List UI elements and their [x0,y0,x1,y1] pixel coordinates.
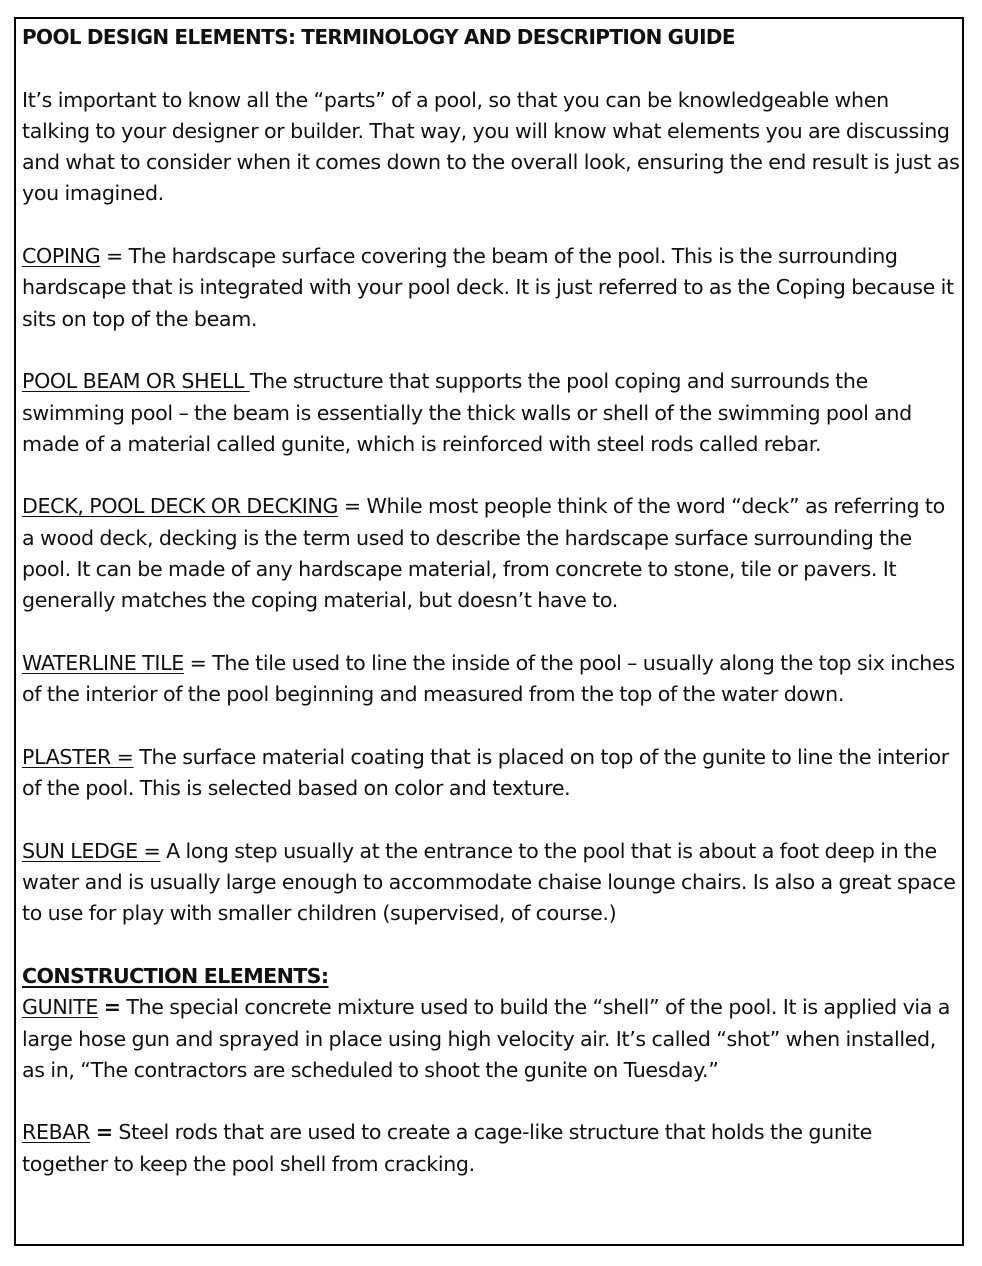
term-plaster [22,742,962,805]
term-label: GUNITE [22,995,99,1020]
term-separator: = [183,650,213,675]
spacer [22,210,962,241]
term-definition: The tile used to line the inside of the pool – usually along the top six inches of the interior of the pool beginning and measured from the top of the water down. [22,650,955,707]
page-title: POOL DESIGN ELEMENTS: TERMINOLOGY AND DESCRIPTION GUIDE [22,25,735,49]
term-sun-ledge [22,836,962,930]
term-gunite [22,992,962,1086]
term-waterline-tile [22,648,962,711]
spacer [22,460,962,491]
term-pool-beam [22,366,962,460]
term-definition: A long step usually at the entrance to the pool that is about a foot deep in the water and is usually large enough to accommodate chaise lounge chairs. Is also a great space to use for play with smaller children (supervised, of course.) [22,838,956,926]
term-label: POOL BEAM OR SHELL [22,369,250,394]
spacer [22,930,962,961]
term-deck [22,491,962,616]
term-definition: Steel rods that are used to create a cage-like structure that holds the gunite together to keep the pool shell from cracking. [22,1120,872,1176]
term-label: DECK, POOL DECK OR DECKING [22,494,339,519]
term-label: SUN LEDGE = [22,838,161,863]
spacer [22,1086,962,1117]
term-definition: While most people think of the word “deck” as referring to a wood deck, decking is the term used to describe the hardscape surface surrounding the pool. It can be made of any hardscape material, from concrete to stone, tile or pavers. It generally matches the coping material, but doesn’t have to. [22,494,945,613]
term-equals: = [103,995,121,1020]
term-definition: The special concrete mixture used to build the “shell” of the pool. It is applied via a large hose gun and sprayed in place using high velocity air. It’s called “shot” when installed, as in, “The contractors are scheduled to shoot the gunite on Tuesday.” [22,995,951,1082]
construction-heading [22,961,962,992]
spacer [22,53,962,84]
term-label: REBAR [22,1120,91,1145]
term-definition: The structure that supports the pool coping and surrounds the swimming pool – the beam is essentially the thick walls or shell of the swimming pool and made of a material called gunite, which is reinforced with steel rods called rebar. [22,369,912,456]
term-definition: The hardscape surface covering the beam of the pool. This is the surrounding hardscape that is integrated with your pool deck. It is just referred to as the Coping because it sits on top of the beam. [22,244,954,331]
spacer [22,335,962,366]
term-label: PLASTER = [22,744,134,769]
term-separator: = [338,494,367,519]
section-heading-label: CONSTRUCTION ELEMENTS: [22,963,329,988]
term-separator: = [100,244,129,269]
term-rebar [22,1117,962,1180]
spacer [22,617,962,648]
intro-paragraph: It’s important to know all the “parts” of a pool, so that you can be knowledgeable when talking to your designer or builder. That way, you will know what elements you are discussing and what to consider when it comes down to the overall look, ensuring the end result is just as you imagined. [22,87,960,206]
term-definition: The surface material coating that is placed on top of the gunite to line the interior of the pool. This is selected based on color and texture. [22,744,949,801]
spacer [22,711,962,742]
term-label: COPING [22,244,101,269]
term-equals: = [95,1120,113,1145]
term-coping [22,241,962,335]
document-body [22,22,962,1180]
term-label: WATERLINE TILE [22,650,184,675]
spacer [22,804,962,835]
